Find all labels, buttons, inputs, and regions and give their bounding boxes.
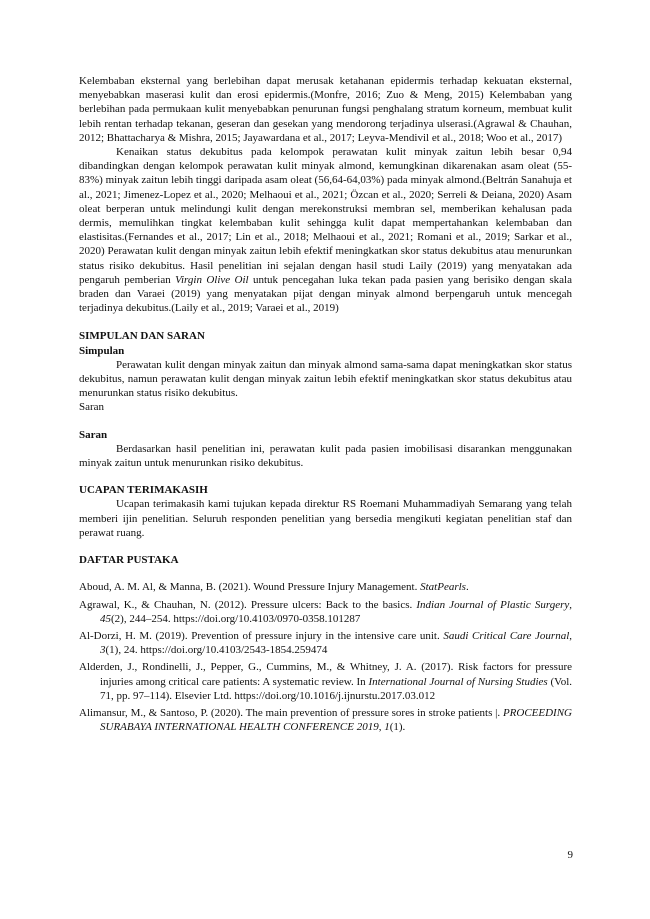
reference-text: Agrawal, K., & Chauhan, N. (2012). Pressure ulcers: Back to the basics. [79,598,417,611]
reference-item [79,598,572,626]
reference-text: , [378,721,385,734]
reference-list [79,580,572,734]
reference-italic: 3 [100,644,106,657]
simpulan-extra-line: Saran [79,401,105,414]
reference-item [79,629,572,657]
body-paragraph-2-italic: Virgin Olive Oil [175,273,249,286]
body-paragraph-1: Kelembaban eksternal yang berlebihan dapat merusak ketahanan epidermis terhadap kekuatan eksternal, menyebabkan maserasi kulit dan erosi epidermis.(Monfre, 2016; Zuo & Meng, 2015) Kelembaban yang berlebihan pada permukaan kulit menyebabkan penurunan fungsi penghalang stratum korneum, membuat kulit lebih rentan terhadap tekanan, geseran dan gesekan yang mendorong terjadinya ulserasi.(Agrawal & Chauhan, 2012; Bhattacharya & Mishra, 2015; Jayawardana et al., 2017; Leyva-Mendivil et al., 2018; Woo et al., 2017) [79,75,572,144]
reference-italic: Saudi Critical Care Journal [443,629,570,642]
reference-text: (1), 24. https://doi.org/10.4103/2543-1854.259474 [105,644,328,657]
body-paragraph-2-text-b: untuk pencegahan luka tekan pada pasien yang berisiko dengan skala braden dan Varaei (2019) yang menyatakan pijat dengan minyak almond berpengaruh untuk mencegah terjadinya dekubitus.(Laily et al., 2019; Varaei et al., 2019) [79,273,572,315]
reference-text: Alimansur, M., & Santoso, P. (2020). The main prevention of pressure sores in stroke patients |. [79,706,503,719]
ucapan-text: Ucapan terimakasih kami tujukan kepada direktur RS Roemani Muhammadiyah Semarang yang telah memberi ijin penelitian. Seluruh responden penelitian yang bersedia mengikuti kegiatan penelitian staf dan perawat ruang. [79,498,572,539]
reference-italic: International Journal of Nursing Studies [368,675,548,688]
saran-text: Berdasarkan hasil penelitian ini, perawatan kulit pada pasien imobilisasi disarankan menggunakan minyak zaitun untuk menurunkan risiko dekubitus. [79,442,572,470]
reference-item [79,660,572,703]
reference-italic: 45 [100,612,111,625]
reference-text: . [465,581,469,594]
simpulan-saran-heading: SIMPULAN DAN SARAN [79,330,205,343]
reference-text: Alderden, J., Rondinelli, J., Pepper, G., Cummins, M., & Whitney, J. A. (2017). Risk factors for pressure injuries among critical care patients: A systematic review. In [79,661,572,688]
simpulan-subheading: Simpulan [79,344,125,357]
body-paragraph-2-text-a: Kenaikan status dekubitus pada kelompok perawatan kulit minyak zaitun lebih besar 0,94 dibandingkan dengan kelompok perawatan kulit minyak almond, kemungkinan dikarenakan asam oleat (55-83%) minyak zaitun lebih tinggi daripada asam oleat (56,64-64,03%) pada minyak almond.(Beltrán Sanahuja et al., 2021; Jimenez-Lopez et al., 2020; Melhaoui et al., 2021; Özcan et al., 2020; Serreli & Deiana, 2020) Asam oleat berperan untuk melindungi kulit dengan merekonstruksi membran sel, memberikan kehalusan pada dermis, memulihkan tingkat kelembaban kulit sehingga kulit dapat mempertahankan kelembaban dan elastisitas.(Fernandes et al., 2017; Lin et al., 2018; Melhaoui et al., 2021; Romani et al., 2019; Sarkar et al., 2020) Perawatan kulit dengan minyak zaitun lebih efektif meningkatkan skor status dekubitus atau menurunkan status risiko dekubitus. Hasil penelitian ini sejalan dengan hasil studi Laily (2019) yang menyatakan ada pengaruh pemberian [79,146,572,286]
simpulan-text: Perawatan kulit dengan minyak zaitun dan minyak almond sama-sama dapat meningkatkan skor status dekubitus, namun perawatan kulit dengan minyak zaitun lebih efektif meningkatkan skor status dekubitus atau menurunkan status risiko dekubitus. [79,358,572,400]
reference-text: Aboud, A. M. Al, & Manna, B. (2021). Wound Pressure Injury Management. [79,581,421,594]
reference-text: , [569,629,573,642]
page-content [79,74,572,737]
reference-text: Al-Dorzi, H. M. (2019). Prevention of pressure injury in the intensive care unit. [79,629,444,642]
reference-item [79,580,572,594]
references-heading: DAFTAR PUSTAKA [79,554,179,567]
reference-italic: Indian Journal of Plastic Surgery [416,598,570,611]
reference-text: (2), 244–254. https://doi.org/10.4103/0970-0358.101287 [111,612,361,625]
page-number: 9 [567,849,573,861]
reference-item [79,706,572,734]
reference-italic: PROCEEDING SURABAYA INTERNATIONAL HEALTH CONFERENCE 2019 [100,706,572,734]
body-paragraph-2 [79,145,572,315]
reference-text: , [569,598,573,611]
saran-subheading: Saran [79,428,108,441]
ucapan-heading: UCAPAN TERIMAKASIH [79,484,208,497]
reference-text: (Vol. 71, pp. 97–114). Elsevier Ltd. https://doi.org/10.1016/j.ijnurstu.2017.03.012 [100,675,573,702]
reference-italic: 1 [384,721,390,734]
reference-text: (1). [389,721,406,734]
reference-italic: StatPearls [420,581,466,594]
